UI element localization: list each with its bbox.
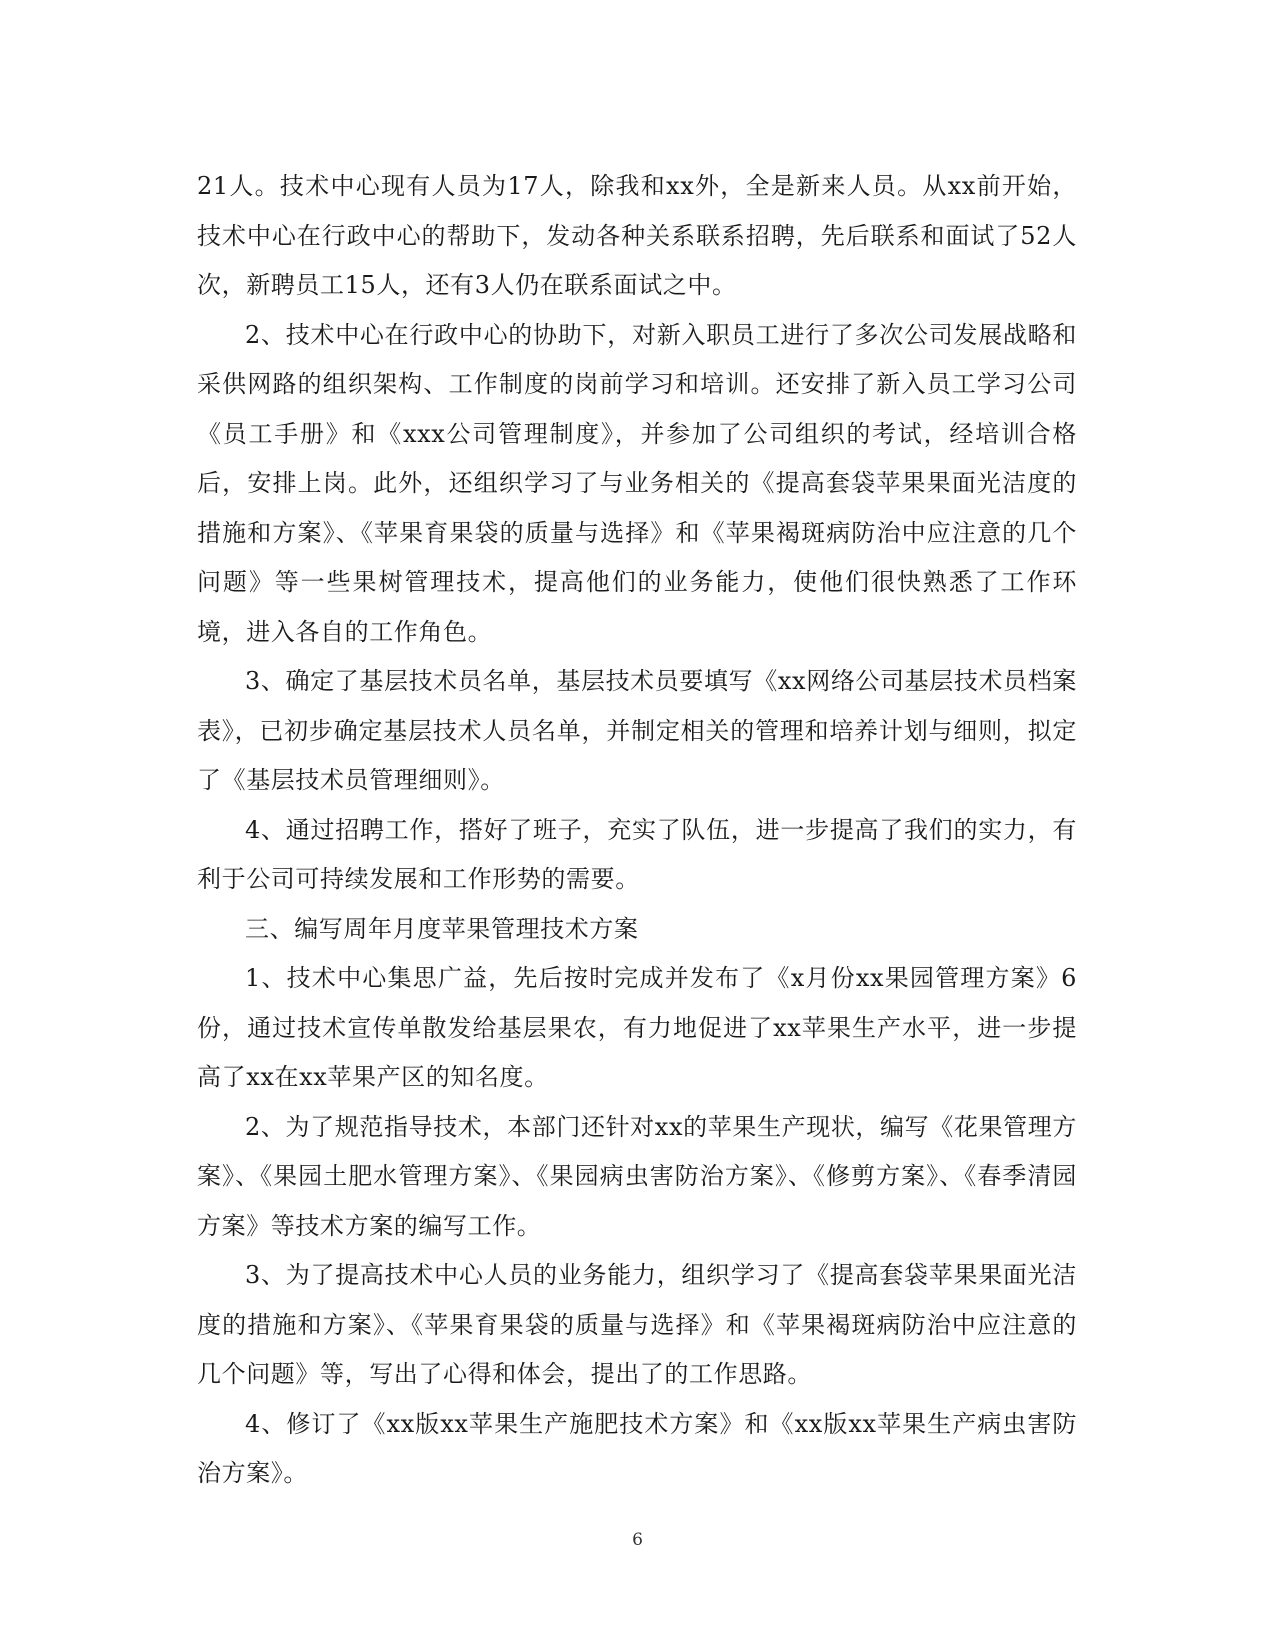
paragraph-item-2: 2、技术中心在行政中心的协助下，对新入职员工进行了多次公司发展战略和采供网路的组织架构、工作制度的岗前学习和培训。还安排了新入员工学习公司《员工手册》和《xxx公司管理制度》，并参加了公司组织的考试，经培训合格后，安排上岗。此外，还组织学习了与业务相关的《提高套袋苹果果面光洁度的措施和方案》、《苹果育果袋的质量与选择》和《苹果褐斑病防治中应注意的几个问题》等一些果树管理技术，提高他们的业务能力，使他们很快熟悉了工作环境，进入各自的工作角色。: [197, 320, 1077, 646]
section-heading-3: 三、编写周年月度苹果管理技术方案: [245, 914, 639, 943]
paragraph-plan-item-4: 4、修订了《xx版xx苹果生产施肥技术方案》和《xx版xx苹果生产病虫害防治方案》。: [197, 1409, 1077, 1487]
paragraph-continued: 21人。技术中心现有人员为17人，除我和xx外，全是新来人员。从xx前开始，技术中心在行政中心的帮助下，发动各种关系联系招聘，先后联系和面试了52人次，新聘员工15人，还有3人仍在联系面试之中。: [197, 172, 1077, 299]
page-number: 6: [632, 1530, 643, 1550]
paragraph-plan-item-2: 2、为了规范指导技术，本部门还针对xx的苹果生产现状，编写《花果管理方案》、《果园土肥水管理方案》、《果园病虫害防治方案》、《修剪方案》、《春季清园方案》等技术方案的编写工作。: [197, 1112, 1077, 1240]
paragraph-plan-item-1: 1、技术中心集思广益，先后按时完成并发布了《x月份xx果园管理方案》6份，通过技术宣传单散发给基层果农，有力地促进了xx苹果生产水平，进一步提高了xx在xx苹果产区的知名度。: [197, 964, 1077, 1091]
paragraph-item-4: 4、通过招聘工作，搭好了班子，充实了队伍，进一步提高了我们的实力，有利于公司可持续发展和工作形势的需要。: [197, 815, 1077, 893]
paragraph-plan-item-3: 3、为了提高技术中心人员的业务能力，组织学习了《提高套袋苹果果面光洁度的措施和方案》、《苹果育果袋的质量与选择》和《苹果褐斑病防治中应注意的几个问题》等，写出了心得和体会，提出了的工作思路。: [197, 1261, 1077, 1388]
paragraph-item-3: 3、确定了基层技术员名单，基层技术员要填写《xx网络公司基层技术员档案表》，已初步确定基层技术人员名单，并制定相关的管理和培养计划与细则，拟定了《基层技术员管理细则》。: [197, 667, 1077, 794]
document-body: [197, 162, 1077, 1499]
